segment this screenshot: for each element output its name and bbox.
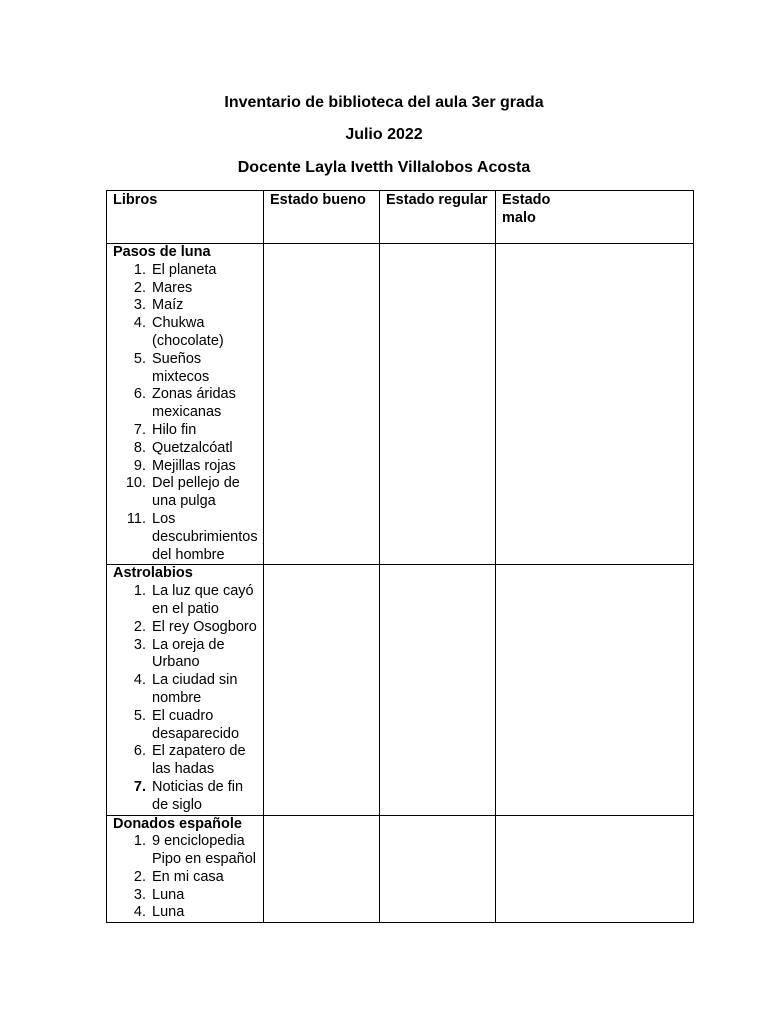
estado-regular-cell (380, 565, 496, 815)
list-item-number: 2. (133, 868, 146, 885)
list-item-title: Noticias de fin de siglo (152, 778, 244, 813)
list-item (113, 386, 257, 422)
list-item-number: 3. (133, 886, 146, 903)
document-date: Julio 2022 (345, 126, 423, 143)
list-item (113, 280, 257, 298)
book-group-title: Donados españole (113, 815, 242, 832)
list-item (113, 297, 257, 315)
estado-regular-cell (380, 815, 496, 923)
estado-regular-cell (380, 244, 496, 565)
list-item-title: Mares (152, 279, 193, 296)
list-item-title: Hilo fin (152, 421, 197, 438)
books-cell (107, 565, 264, 815)
list-item (113, 351, 257, 387)
list-item (113, 743, 257, 779)
list-item (113, 833, 257, 869)
list-item (113, 779, 257, 815)
list-item-number: 4. (133, 672, 146, 689)
column-header-estado-malo-label: Estado malo (502, 192, 551, 226)
list-item-title: Quetzalcóatl (152, 439, 233, 456)
books-cell (107, 815, 264, 923)
list-item (113, 511, 257, 564)
list-item-number: 1. (133, 583, 146, 600)
books-cell (107, 244, 264, 565)
list-item-number: 8. (133, 439, 146, 456)
list-item-number: 1. (133, 833, 146, 850)
list-item-number: 6. (133, 743, 146, 760)
estado-bueno-cell (264, 565, 380, 815)
list-item-title: La oreja de Urbano (152, 636, 225, 671)
column-header-estado-regular: Estado regular (380, 191, 496, 244)
table-header-row (107, 191, 694, 244)
estado-malo-cell (496, 815, 694, 923)
list-item-number: 4. (133, 904, 146, 921)
list-item-title: El cuadro desaparecido (152, 707, 240, 742)
list-item-title: 9 enciclopedia Pipo en español (152, 833, 256, 868)
list-item-number: 5. (133, 707, 146, 724)
list-item (113, 904, 257, 922)
document-title: Inventario de biblioteca del aula 3er grada (224, 94, 544, 111)
list-item-title: La ciudad sin nombre (152, 672, 238, 706)
book-list (113, 833, 257, 922)
list-item-number: 2. (133, 618, 146, 635)
list-item-title: Los descubrimientos del hombre (152, 510, 258, 563)
list-item-number: 3. (133, 636, 146, 653)
list-item-title: El planeta (152, 261, 217, 278)
table-row-pasos-de-luna (107, 244, 694, 565)
list-item-number: 3. (133, 297, 146, 314)
list-item (113, 262, 257, 280)
list-item-title: Sueños mixtecos (152, 350, 210, 385)
table-body (107, 244, 694, 923)
list-item (113, 619, 257, 637)
list-item-number: 10. (125, 475, 146, 492)
list-item-title: Del pellejo de una pulga (152, 475, 240, 510)
inventory-table (106, 190, 694, 923)
list-item-title: El rey Osogboro (152, 618, 257, 635)
list-item-title: Zonas áridas mexicanas (152, 386, 236, 421)
estado-bueno-cell (264, 244, 380, 565)
list-item (113, 672, 257, 708)
column-header-estado-malo (496, 191, 694, 244)
list-item-number: 1. (133, 261, 146, 278)
book-group-title: Pasos de luna (113, 244, 211, 260)
list-item-number: 11. (126, 510, 146, 527)
table-row-astrolabios (107, 565, 694, 815)
list-item-number: 9. (133, 457, 146, 474)
column-header-estado-bueno: Estado bueno (264, 191, 380, 244)
list-item-title: Luna (152, 886, 185, 903)
list-item (113, 708, 257, 744)
list-item-title: Mejillas rojas (152, 457, 236, 474)
book-list (113, 262, 257, 565)
list-item (113, 458, 257, 476)
estado-malo-cell (496, 244, 694, 565)
document-teacher: Docente Layla Ivetth Villalobos Acosta (237, 159, 531, 176)
list-item (113, 887, 257, 905)
list-item (113, 315, 257, 351)
list-item-title: El zapatero de las hadas (152, 743, 246, 778)
list-item-number: 7. (133, 778, 146, 795)
column-header-libros: Libros (107, 191, 264, 244)
list-item (113, 422, 257, 440)
list-item (113, 869, 257, 887)
list-item-title: En mi casa (152, 868, 224, 885)
list-item (113, 440, 257, 458)
book-group-title: Astrolabios (113, 565, 193, 582)
list-item-title: La luz que cayó en el patio (152, 583, 254, 617)
table-row-donados-espanole (107, 815, 694, 923)
list-item (113, 475, 257, 511)
estado-bueno-cell (264, 815, 380, 923)
list-item-number: 6. (133, 386, 146, 403)
list-item-title: Luna (152, 904, 185, 921)
list-item-title: Chukwa (chocolate) (152, 315, 224, 349)
estado-malo-cell (496, 565, 694, 815)
list-item-title: Maíz (152, 297, 184, 314)
list-item (113, 583, 257, 619)
list-item-number: 4. (133, 315, 146, 332)
list-item (113, 637, 257, 673)
list-item-number: 7. (133, 421, 146, 438)
list-item-number: 5. (133, 350, 146, 367)
list-item-number: 2. (133, 279, 146, 296)
book-list (113, 583, 257, 814)
